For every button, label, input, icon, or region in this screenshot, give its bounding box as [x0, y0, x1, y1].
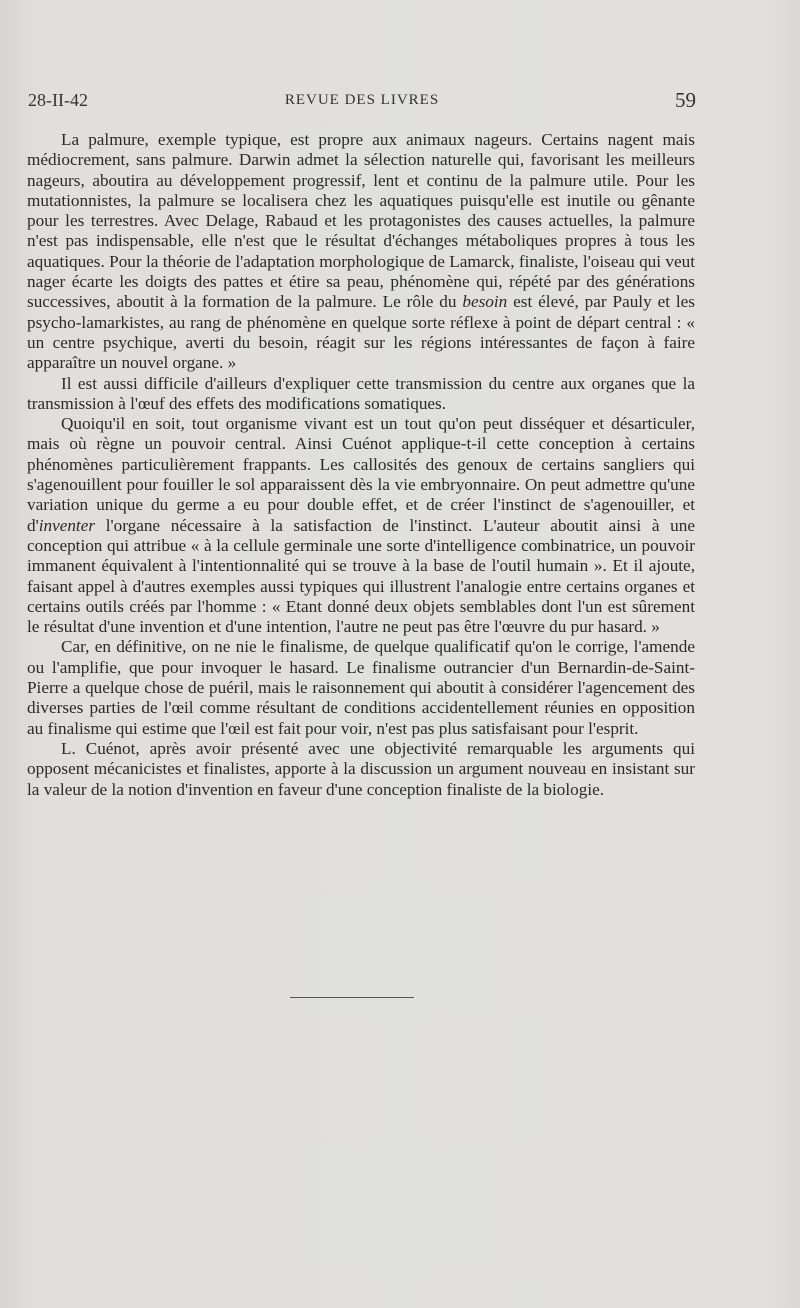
paragraph-text: Il est aussi difficile d'ailleurs d'expliquer cette transmission du centre aux organes que la transmission à l'œuf des effets des modifications somatiques.: [27, 373, 695, 413]
paragraph-1: [27, 130, 695, 374]
header-date: 28-II-42: [28, 90, 88, 110]
paragraph-text: L. Cuénot, après avoir présenté avec une objectivité remarquable les arguments qui opposent mécanicistes et finalistes, apporte à la discussion un argument nouveau en insistant sur la valeur de la notion d'invention en faveur d'une conception finaliste de la biologie.: [27, 738, 695, 799]
running-header: [28, 88, 696, 114]
italic-term-inventer: inventer: [38, 515, 96, 535]
paragraph-text: Car, en définitive, on ne nie le finalisme, de quelque qualificatif qu'on le corrige, l'amende ou l'amplifie, que pour invoquer le hasard. Le finalisme outrancier d'un Bernardin-de-Saint-Pierre a quelque chose de puéril, mais le raisonnement qui aboutit à considérer l'agencement des diverses parties de l'œil comme résultant de conditions accidentellement réunies en opposition au finalisme qui estime que l'œil est fait pour voir, n'est pas plus satisfaisant pour l'esprit.: [27, 637, 695, 738]
article-body: [27, 130, 695, 800]
paragraph-text: Quoiqu'il en soit, tout organisme vivant est un tout qu'on peut disséquer et désarticuler, mais où règne un pouvoir central. Ainsi Cuénot applique-t-il cette conception à certains phénomènes particulièrement frappants. Les callosités des genoux de certains sangliers qui s'agenouillent pour fouiller le sol apparaissent dès la vie embryonnaire. On peut admettre qu'une variation unique du germe a eu pour double effet, et de créer l'instinct de s'agenouiller, et d': [27, 414, 695, 535]
header-running-title: REVUE DES LIVRES: [284, 92, 440, 108]
paragraph-3: [27, 414, 695, 637]
section-end-rule: [290, 997, 414, 998]
paragraph-5: [27, 739, 695, 800]
paragraph-4: [27, 637, 695, 738]
page-number: 59: [675, 88, 696, 112]
paragraph-text: l'organe nécessaire à la satisfaction de l'instinct. L'auteur aboutit ainsi à une conception qui attribue « à la cellule germinale une sorte d'intelligence combinatrice, un pouvoir immanent équivalent à l'intentionnalité qui se trouve à la base de l'outil humain ». Et il ajoute, faisant appel à d'autres exemples aussi typiques qui illustrent l'analogie entre certains organes et certains outils créés par l'homme : « Etant donné deux objets semblables dont l'un est sûrement le résultat d'une invention et d'une intention, l'autre ne peut pas être l'œuvre du pur hasard. »: [27, 515, 695, 637]
paragraph-text: La palmure, exemple typique, est propre aux animaux nageurs. Certains nagent mais médiocrement, sans palmure. Darwin admet la sélection naturelle qui, favorisant les meilleurs nageurs, aboutira au développement progressif, lent et continu de la palmure utile. Pour les mutationnistes, la palmure se localisera chez les aquatiques puisqu'elle est inutile ou gênante pour les terrestres. Avec Delage, Rabaud et les protagonistes des causes actuelles, la palmure n'est pas indispensable, elle n'est que le résultat d'échanges métaboliques propres à tous les aquatiques. Pour la théorie de l'adaptation morphologique de Lamarck, finaliste, l'oiseau qui veut nager écarte les doigts des pattes et étire sa peau, phénomène qui, répété par des générations successives, aboutit à la formation de la palmure. Le rôle du: [27, 130, 695, 312]
italic-term-besoin: besoin: [462, 292, 508, 312]
paragraph-2: [27, 374, 695, 415]
paragraph-text: est élevé, par Pauly et les psycho-lamarkistes, au rang de phénomène en quelque sorte réflexe à point de départ central : « un centre psychique, averti du besoin, réagit sur les régions intéressantes de façon à faire apparaître un nouvel organe. »: [27, 292, 695, 373]
